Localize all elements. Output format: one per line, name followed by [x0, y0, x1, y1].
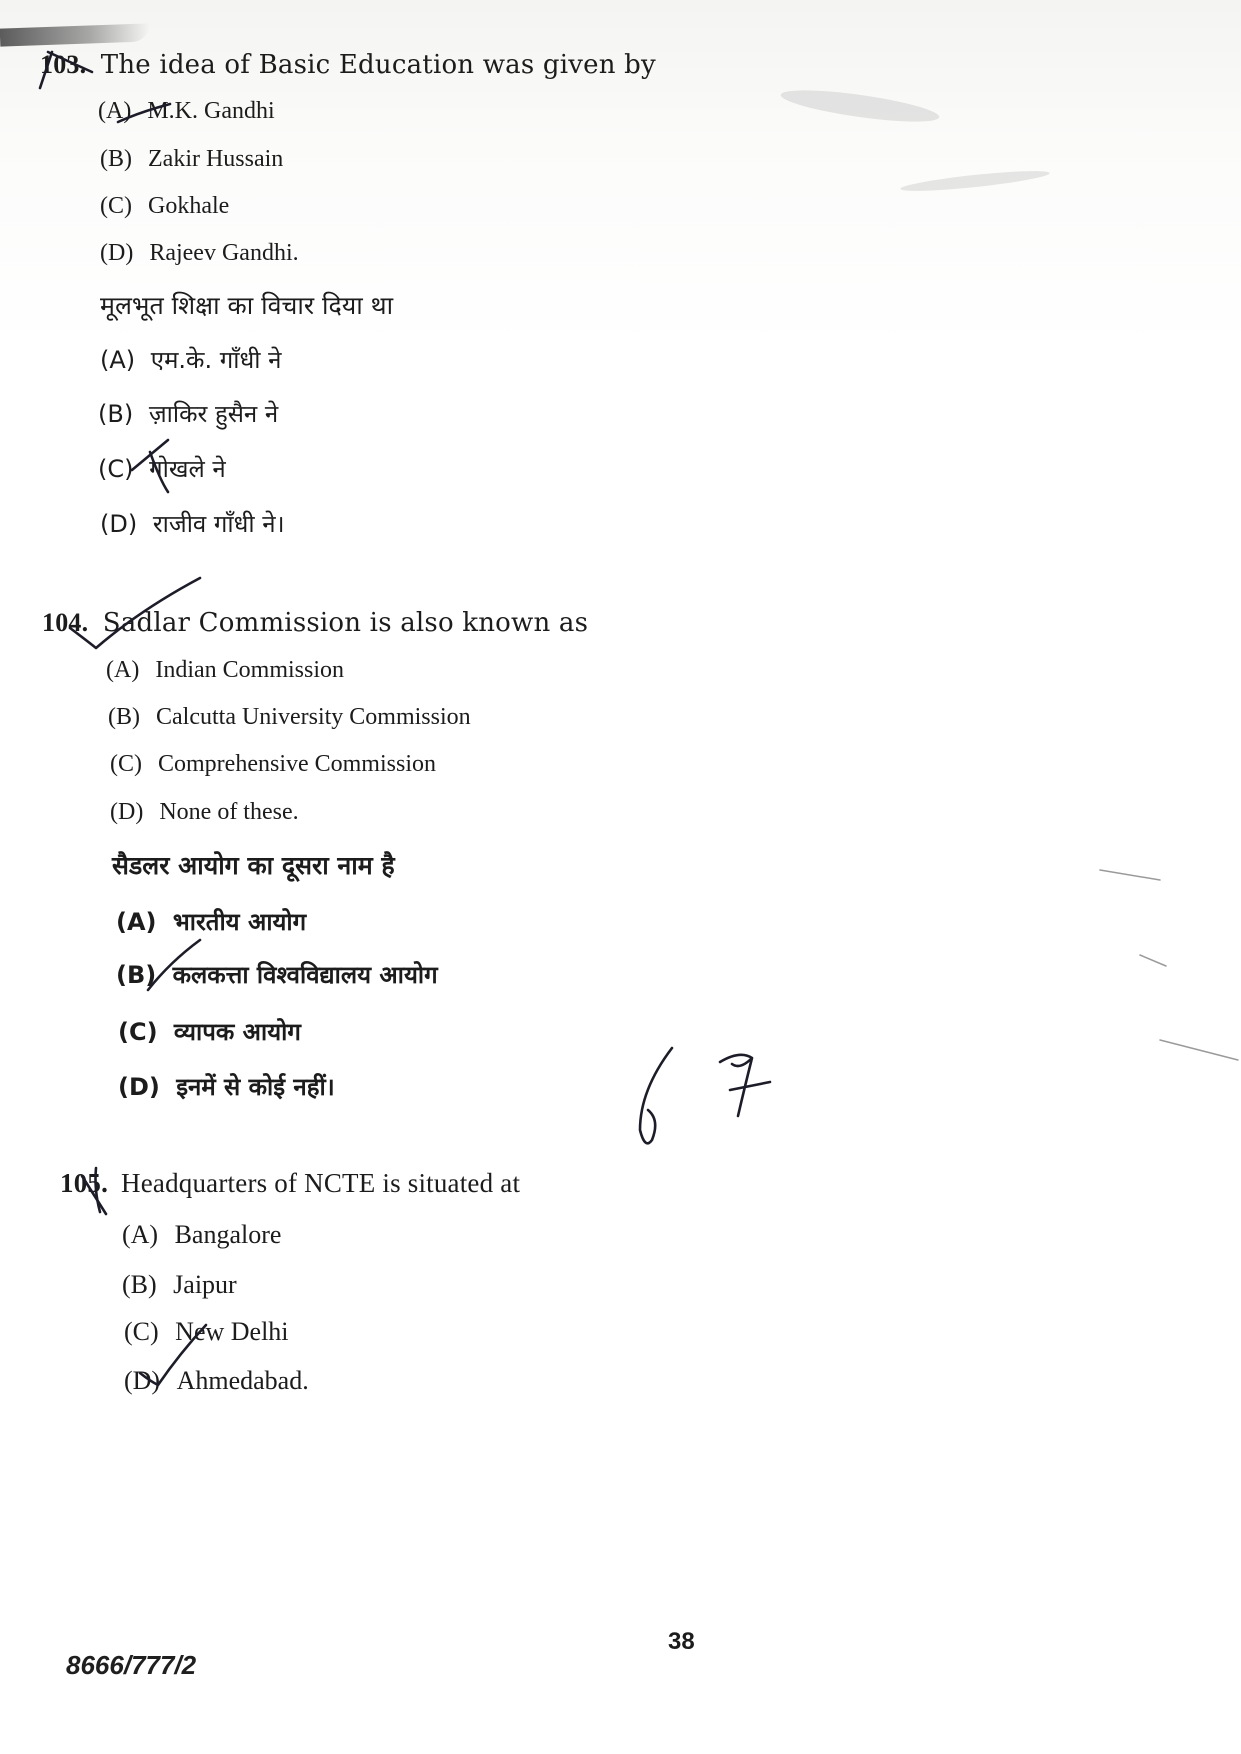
- option-a: [122, 1220, 281, 1250]
- option-d: [124, 1366, 309, 1396]
- option-c: [110, 751, 436, 778]
- option-label: (D): [110, 799, 144, 825]
- hindi-stem: सैडलर आयोग का दूसरा नाम है: [112, 851, 395, 880]
- option-label: (D): [100, 510, 138, 538]
- hindi-option-b: [98, 397, 278, 430]
- option-text: ज़ाकिर हुसैन ने: [148, 400, 279, 428]
- option-text: Zakir Hussain: [148, 146, 284, 172]
- option-text: Indian Commission: [155, 657, 344, 683]
- option-label: (A): [106, 657, 140, 683]
- hindi-option-b: [116, 958, 438, 991]
- question-number: 104.: [42, 608, 89, 637]
- option-label: (B): [122, 1270, 157, 1299]
- option-text: कलकत्ता विश्वविद्यालय आयोग: [172, 961, 438, 989]
- hindi-option-a: [100, 343, 281, 376]
- option-label: (B): [100, 146, 132, 172]
- option-label: (A): [100, 346, 136, 374]
- option-text: Calcutta University Commission: [156, 704, 471, 730]
- question-text: Sadlar Commission is also known as: [102, 608, 589, 638]
- option-d: [110, 799, 299, 826]
- option-b: [108, 704, 471, 731]
- option-label: (B): [116, 961, 157, 989]
- hindi-option-d: [118, 1070, 335, 1103]
- option-label: (A): [122, 1220, 159, 1249]
- option-label: (C): [124, 1317, 159, 1346]
- option-label: (B): [108, 704, 140, 730]
- option-text: इनमें से कोई नहीं।: [176, 1073, 335, 1101]
- hindi-stem: मूलभूत शिक्षा का विचार दिया था: [100, 291, 394, 320]
- question-104: [42, 608, 588, 638]
- option-b: [100, 146, 283, 173]
- option-label: (C): [110, 751, 142, 777]
- option-text: एम.के. गाँधी ने: [150, 346, 282, 374]
- score-digit: [720, 1055, 770, 1116]
- option-text: New Delhi: [175, 1317, 289, 1346]
- question-stem: [42, 608, 588, 638]
- hindi-option-c: [98, 452, 226, 485]
- hindi-option-c: [118, 1015, 301, 1048]
- option-label: (C): [98, 455, 134, 483]
- option-text: Rajeev Gandhi.: [149, 240, 299, 266]
- option-label: (D): [118, 1073, 160, 1101]
- option-a: [106, 657, 344, 684]
- option-text: Comprehensive Commission: [158, 751, 436, 777]
- question-105: [60, 1168, 520, 1199]
- scan-shadow: [0, 23, 150, 46]
- question-103: [40, 50, 656, 80]
- option-label: (C): [118, 1018, 158, 1046]
- option-text: Ahmedabad.: [176, 1366, 309, 1395]
- option-text: गोखले ने: [149, 455, 226, 483]
- option-label: (A): [116, 908, 157, 936]
- question-stem: [40, 50, 656, 80]
- option-text: व्यापक आयोग: [173, 1018, 301, 1046]
- option-text: राजीव गाँधी ने।: [152, 510, 285, 538]
- question-number: 105.: [60, 1168, 109, 1198]
- page-number: 38: [668, 1628, 695, 1655]
- option-text: None of these.: [159, 799, 299, 825]
- option-c: [124, 1317, 289, 1347]
- option-text: M.K. Gandhi: [147, 98, 275, 124]
- question-number: 103.: [40, 50, 87, 79]
- hindi-option-d: [100, 507, 285, 540]
- hindi-option-a: [116, 905, 306, 938]
- scan-smudge: [900, 167, 1050, 195]
- option-label: (D): [124, 1366, 161, 1395]
- faint-mark: [1140, 955, 1166, 966]
- question-stem: [60, 1168, 520, 1199]
- question-text: The idea of Basic Education was given by: [100, 50, 656, 80]
- option-d: [100, 240, 299, 267]
- option-label: (B): [98, 400, 134, 428]
- scan-smudge: [779, 84, 941, 128]
- faint-mark: [1160, 1040, 1238, 1060]
- option-c: [100, 193, 229, 220]
- paper-code: 8666/777/2: [66, 1650, 197, 1680]
- option-label: (A): [98, 98, 132, 124]
- option-a: [98, 98, 275, 125]
- option-label: (D): [100, 240, 134, 266]
- score-digit: [640, 1048, 672, 1143]
- faint-mark: [1100, 870, 1160, 880]
- option-b: [122, 1270, 237, 1300]
- question-text: Headquarters of NCTE is situated at: [121, 1168, 521, 1198]
- option-text: Bangalore: [174, 1220, 282, 1249]
- option-text: Gokhale: [148, 193, 230, 219]
- option-label: (C): [100, 193, 132, 219]
- option-text: भारतीय आयोग: [172, 908, 307, 936]
- option-text: Jaipur: [173, 1270, 237, 1299]
